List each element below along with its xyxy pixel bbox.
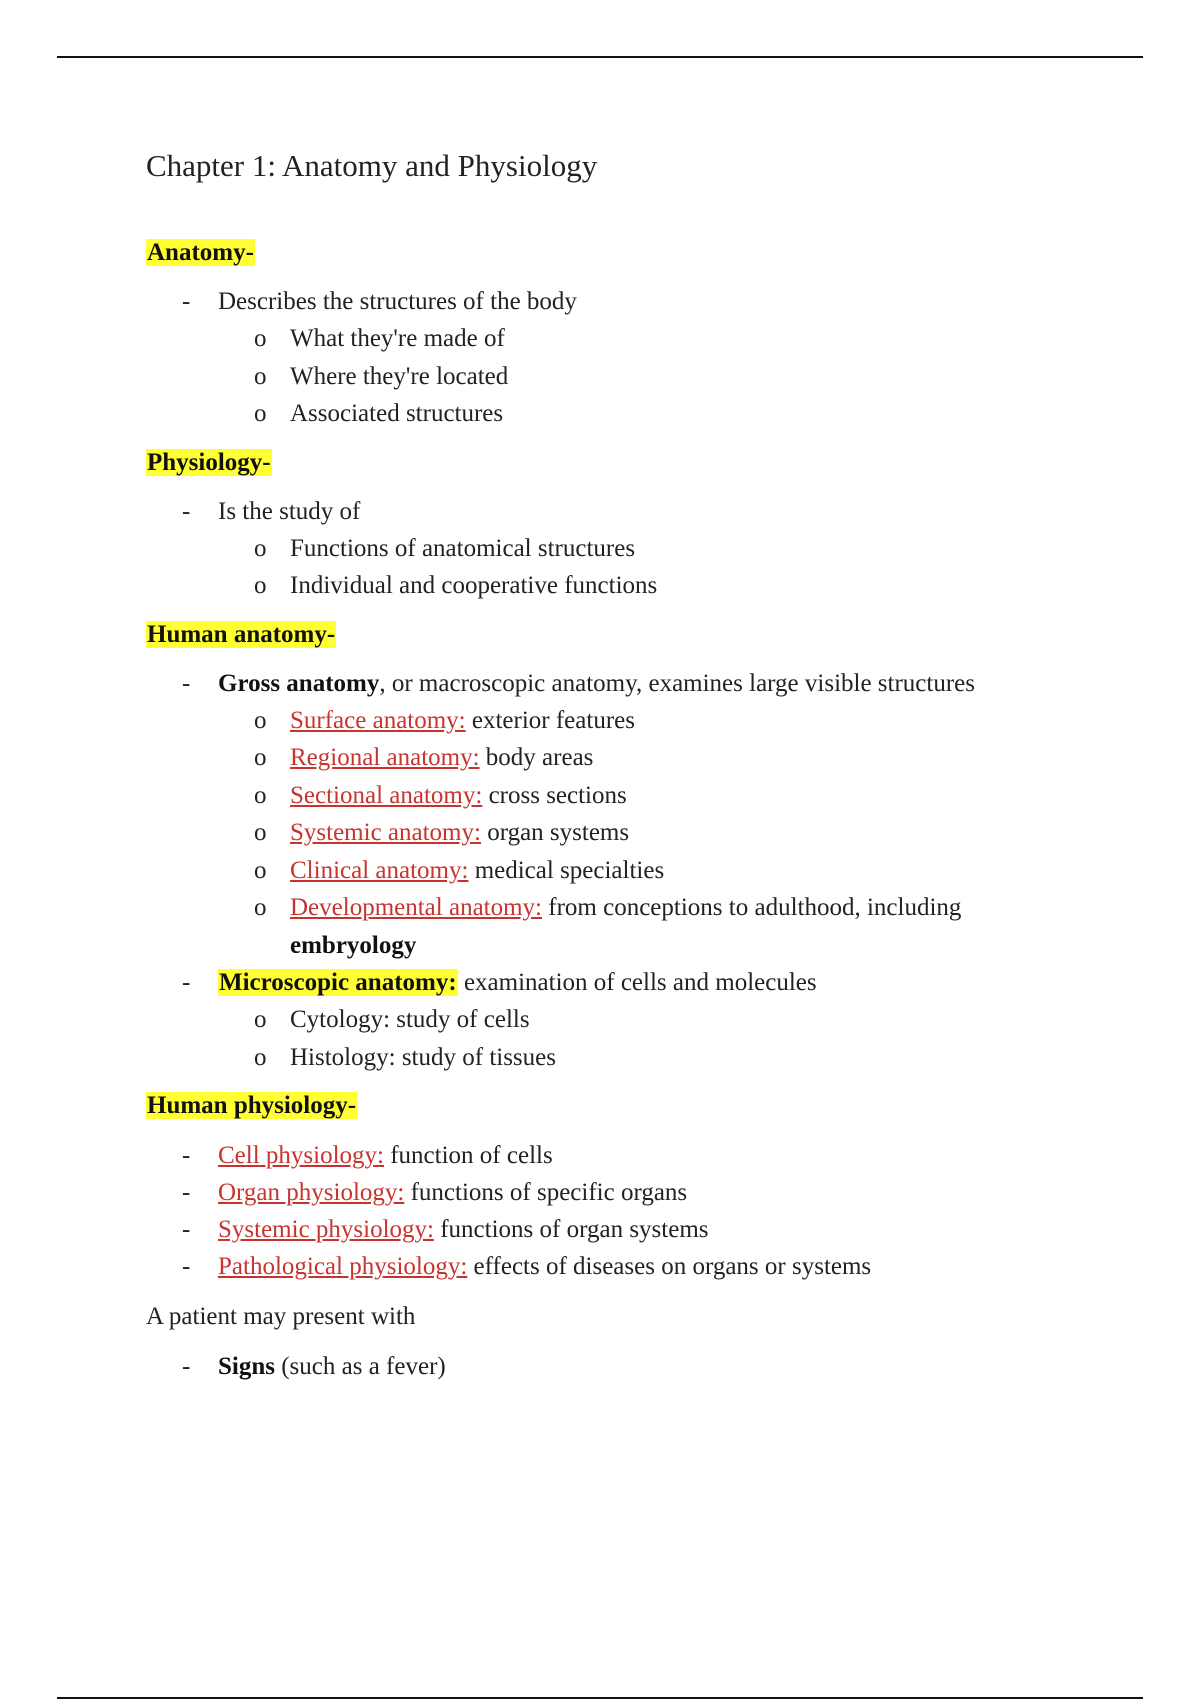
list-item (146, 777, 1106, 815)
heading-physiology-text: Physiology- (147, 448, 271, 476)
term-desc: medical specialties (468, 856, 665, 884)
term-desc: functions of specific organs (404, 1179, 688, 1206)
list-item-text: What they're made of (290, 325, 505, 352)
dash-bullet: - (182, 497, 191, 525)
list-item (146, 530, 1106, 568)
heading-human-anatomy (146, 618, 1106, 652)
list-item (146, 665, 1106, 702)
top-rule (57, 56, 1143, 58)
human-anatomy-list (146, 665, 1106, 1077)
microscopic-anatomy-desc: examination of cells and molecules (457, 969, 817, 996)
circle-bullet: o (254, 400, 267, 427)
sectional-anatomy-term: Sectional anatomy: (290, 781, 483, 809)
dash-bullet: - (182, 669, 191, 697)
physiology-list (146, 493, 1106, 605)
dash-bullet: - (182, 1216, 191, 1243)
list-item-text: Describes the structures of the body (218, 288, 577, 315)
circle-bullet: o (254, 1006, 267, 1033)
embryology-term: embryology (290, 931, 417, 959)
list-item (146, 889, 1106, 964)
regional-anatomy-term: Regional anatomy: (290, 744, 480, 771)
list-item (146, 1137, 1106, 1174)
heading-human-physiology-text: Human physiology- (147, 1092, 357, 1119)
systemic-anatomy-term: Systemic anatomy: (290, 819, 481, 846)
circle-bullet: o (254, 572, 267, 599)
circle-bullet: o (254, 325, 267, 352)
organ-physiology-term: Organ physiology: (218, 1179, 405, 1206)
human-physiology-list (146, 1137, 1106, 1285)
cell-physiology-term: Cell physiology: (218, 1142, 384, 1169)
dash-bullet: - (182, 1253, 191, 1280)
list-item (146, 567, 1106, 605)
list-item (146, 964, 1106, 1001)
list-item (146, 493, 1106, 530)
circle-bullet: o (254, 1043, 267, 1071)
circle-bullet: o (254, 534, 267, 562)
bottom-rule (57, 1697, 1143, 1699)
list-item (146, 1039, 1106, 1077)
gross-anatomy-term: Gross anatomy (218, 669, 380, 697)
dash-bullet: - (182, 1179, 191, 1206)
microscopic-anatomy-term: Microscopic anatomy: (219, 969, 457, 996)
list-item (146, 1001, 1106, 1039)
list-item (146, 1348, 1106, 1385)
list-item-text: Histology: study of tissues (290, 1043, 556, 1071)
circle-bullet: o (254, 744, 267, 771)
list-item-text: Cytology: study of cells (290, 1006, 530, 1033)
term-desc: from conceptions to adulthood, including (542, 894, 962, 921)
dash-bullet: - (182, 969, 191, 996)
dash-bullet: - (182, 1353, 191, 1380)
surface-anatomy-term: Surface anatomy: (290, 706, 466, 734)
heading-human-anatomy-text: Human anatomy- (147, 620, 336, 648)
term-desc: body areas (479, 744, 594, 771)
term-desc: effects of diseases on organs or systems (467, 1253, 872, 1280)
list-item (146, 1211, 1106, 1248)
list-item (146, 1174, 1106, 1211)
list-item (146, 358, 1106, 396)
document-body (146, 140, 1106, 1385)
term-desc: cross sections (482, 781, 627, 809)
circle-bullet: o (254, 819, 267, 846)
list-item-text: Where they're located (290, 362, 509, 390)
signs-desc: (such as a fever) (274, 1353, 446, 1380)
list-item (146, 852, 1106, 890)
list-item-text: Individual and cooperative functions (290, 572, 658, 599)
list-item (146, 1248, 1106, 1285)
list-item (146, 739, 1106, 777)
circle-bullet: o (254, 894, 267, 921)
circle-bullet: o (254, 362, 267, 390)
list-item-text: Functions of anatomical structures (290, 534, 636, 562)
dash-bullet: - (182, 1142, 191, 1169)
list-item (146, 814, 1106, 852)
dash-bullet: - (182, 288, 191, 315)
page-title: Chapter 1: Anatomy and Physiology (146, 148, 598, 183)
developmental-anatomy-term: Developmental anatomy: (290, 894, 543, 921)
signs-term: Signs (218, 1353, 275, 1380)
list-item (146, 702, 1106, 740)
anatomy-list (146, 283, 1106, 433)
term-desc: exterior features (465, 706, 635, 734)
list-item (146, 283, 1106, 320)
gross-anatomy-desc: , or macroscopic anatomy, examines large visible structures (379, 669, 976, 697)
patient-intro: A patient may present with (146, 1303, 416, 1330)
circle-bullet: o (254, 706, 267, 734)
list-item (146, 395, 1106, 433)
circle-bullet: o (254, 856, 267, 884)
list-item-text: Associated structures (290, 400, 504, 427)
heading-physiology (146, 446, 1106, 480)
term-desc: function of cells (383, 1142, 553, 1169)
term-desc: organ systems (480, 819, 630, 846)
clinical-anatomy-term: Clinical anatomy: (290, 856, 469, 884)
pathological-physiology-term: Pathological physiology: (218, 1253, 468, 1280)
patient-list (146, 1348, 1106, 1385)
heading-human-physiology (146, 1089, 1106, 1123)
heading-anatomy (146, 236, 1106, 270)
list-item-text: Is the study of (218, 497, 361, 525)
heading-anatomy-text: Anatomy- (147, 239, 254, 266)
list-item (146, 320, 1106, 358)
term-desc: functions of organ systems (433, 1216, 709, 1243)
systemic-physiology-term: Systemic physiology: (218, 1216, 434, 1243)
circle-bullet: o (254, 781, 267, 809)
